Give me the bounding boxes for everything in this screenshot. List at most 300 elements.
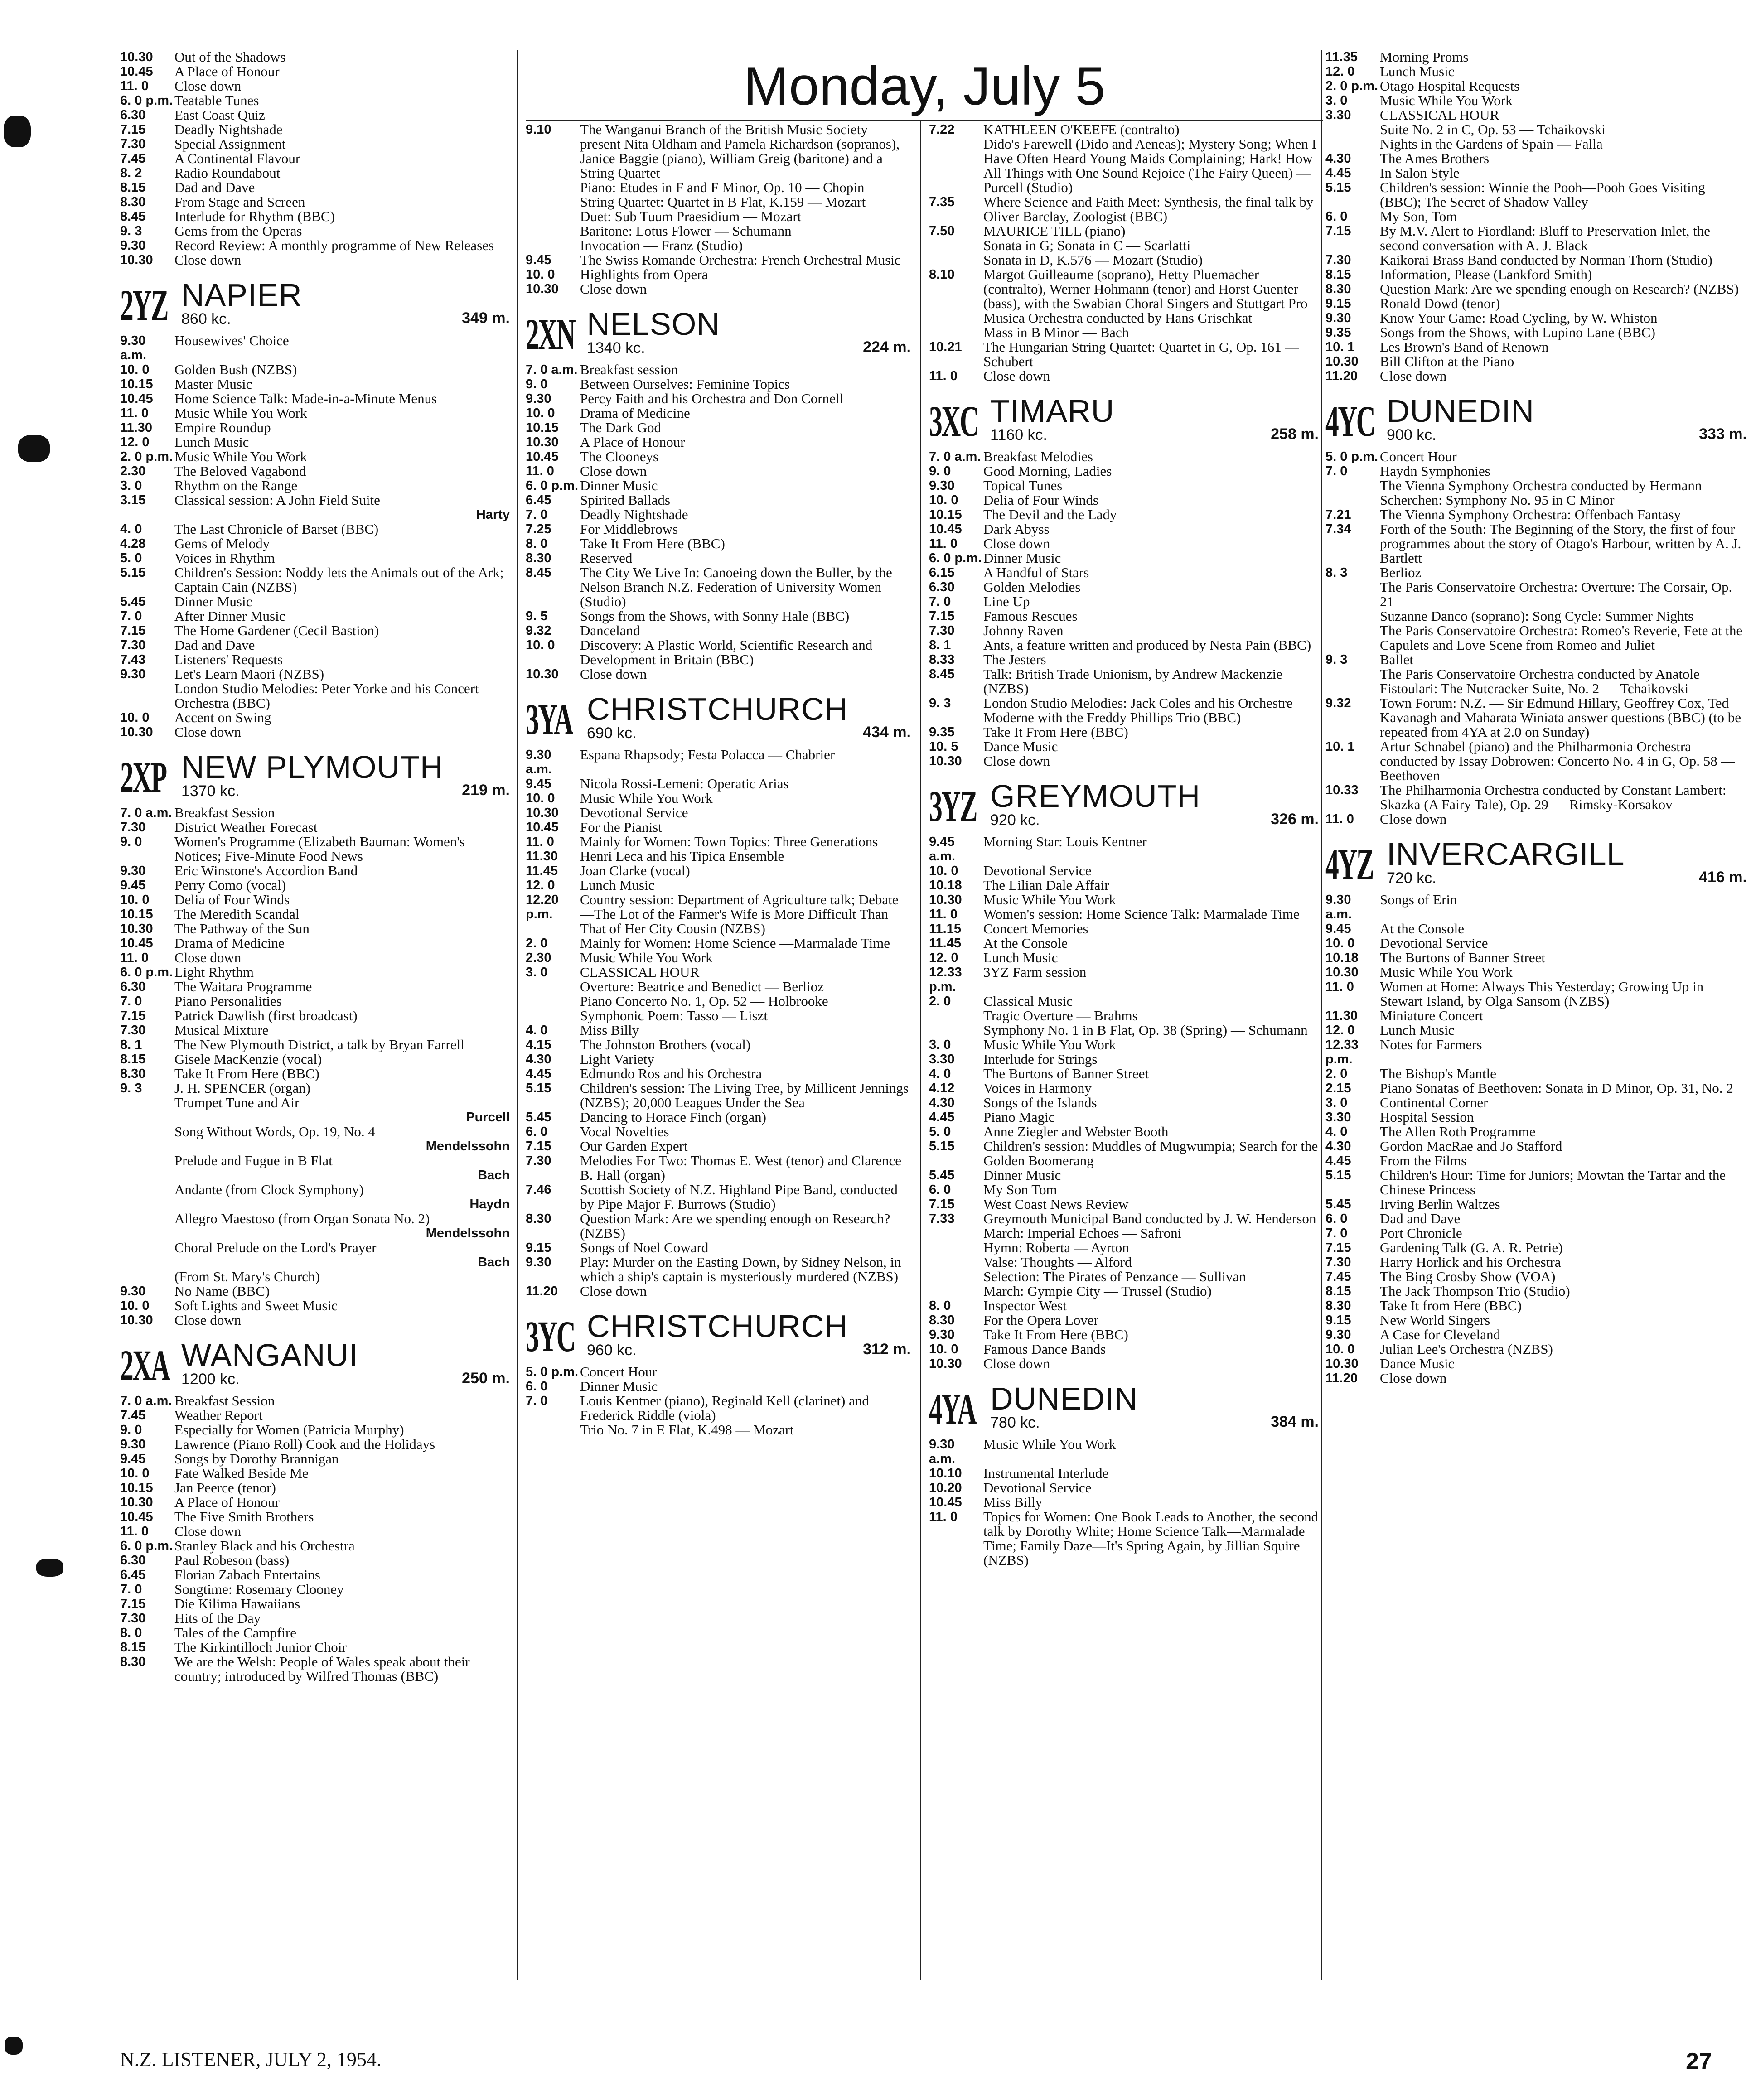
entry-time: 7.15 <box>1325 1241 1351 1255</box>
entry-title: Women's Programme (Elizabeth Bauman: Women's Notices; Five-Minute Food News <box>174 834 465 864</box>
programme-entry <box>1325 652 1747 667</box>
entry-time: 11. 0 <box>120 1524 149 1539</box>
entry-title: Songs from the Shows, with Lupino Lane (BBC) <box>1380 324 1655 340</box>
programme-entry <box>526 238 911 253</box>
entry-title: Home Science Talk: Made-in-a-Minute Menus <box>174 391 437 406</box>
programme-entry <box>1325 1357 1747 1371</box>
entry-time: 5. 0 <box>929 1125 951 1139</box>
entry-time: 6. 0 <box>1325 1212 1348 1226</box>
entry-time: 7.30 <box>120 638 146 652</box>
title-rule <box>526 120 1323 121</box>
entry-time: 5.15 <box>1325 1168 1351 1183</box>
entry-title: The Burtons of Banner Street <box>983 1066 1149 1081</box>
entry-title: Out of the Shadows <box>174 50 286 65</box>
programme-entry <box>526 522 911 536</box>
programme-entry <box>1325 137 1747 151</box>
programme-entry <box>929 739 1319 754</box>
entry-time: 9.45 <box>526 777 551 791</box>
station-name: DUNEDIN <box>990 1381 1138 1416</box>
entry-time: 11.30 <box>1325 1009 1358 1023</box>
programme-entry <box>929 580 1319 594</box>
entry-time: 9. 3 <box>1325 652 1348 667</box>
programme-entry <box>1325 311 1747 325</box>
entry-title: Selection: The Pirates of Penzance — Sullivan <box>983 1269 1246 1284</box>
programme-entry <box>929 325 1319 340</box>
column-rule <box>920 120 921 1980</box>
entry-time: 10.30 <box>1325 965 1359 980</box>
entry-title: Interlude for Strings <box>983 1051 1098 1067</box>
entry-time: 7.30 <box>120 1023 146 1038</box>
entry-title: The Ames Brothers <box>1380 150 1490 166</box>
programme-entry <box>120 551 510 565</box>
station-callsign: 2XP <box>120 753 166 801</box>
programme-entry <box>1325 1038 1747 1067</box>
entry-title: Devotional Service <box>983 1480 1092 1496</box>
entry-time: 9.30 a.m. <box>1325 893 1352 922</box>
programme-entry <box>526 406 911 420</box>
programme-entry <box>1325 1342 1747 1357</box>
entry-title: Voices in Harmony <box>983 1080 1092 1096</box>
programme-entry <box>929 464 1319 478</box>
station-callsign: 4YA <box>929 1385 976 1433</box>
entry-time: 2.15 <box>1325 1081 1351 1096</box>
station-wavelength: 349 m. <box>462 309 510 327</box>
entry-title: Housewives' Choice <box>174 333 289 348</box>
entry-title: Information, Please (Lankford Smith) <box>1380 266 1592 282</box>
entry-title: CLASSICAL HOUR <box>1380 107 1499 123</box>
station-name: CHRISTCHURCH <box>587 691 848 727</box>
station-header <box>526 1308 911 1361</box>
programme-entry <box>120 238 510 253</box>
programme-entry <box>1325 267 1747 282</box>
entry-time: 7.15 <box>120 1597 146 1611</box>
entry-time: 7.30 <box>929 623 955 638</box>
entry-title: At the Console <box>1380 921 1464 937</box>
entry-time: 10.18 <box>1325 951 1359 965</box>
entry-title: The Lilian Dale Affair <box>983 877 1109 893</box>
programme-entry <box>120 64 510 79</box>
programme-entry <box>526 507 911 522</box>
station-wavelength: 312 m. <box>863 1341 911 1358</box>
programme-entry <box>929 1081 1319 1096</box>
entry-time: 9.45 <box>1325 922 1351 936</box>
entry-time: 10.30 <box>526 667 559 681</box>
programme-entry <box>526 878 911 893</box>
entry-time <box>526 224 580 238</box>
entry-time: 7.45 <box>120 1408 146 1423</box>
station-name-block <box>587 693 863 741</box>
programme-entry <box>120 522 510 536</box>
entry-time: 9.30 <box>120 864 146 878</box>
entry-time: 6.45 <box>526 493 551 507</box>
entry-title: The Paris Conservatoire Orchestra conducted by Anatole Fistoulari: The Nutcracker Suite, No. 2 — Tchaikovski <box>1380 666 1700 696</box>
entry-title: No Name (BBC) <box>174 1283 270 1299</box>
entry-time <box>929 1009 983 1023</box>
ink-blot <box>18 435 50 462</box>
programme-entry <box>1325 696 1747 739</box>
entry-title: Classical Music <box>983 993 1073 1009</box>
entry-title: East Coast Quiz <box>174 107 265 123</box>
programme-entry <box>526 1009 911 1023</box>
entry-time: 10. 0 <box>929 1342 958 1357</box>
station-name-block <box>587 308 863 356</box>
entry-time: 8.33 <box>929 652 955 667</box>
entry-time: 7. 0 a.m. <box>929 449 981 464</box>
programme-entry <box>120 1582 510 1597</box>
programme-entry <box>526 791 911 806</box>
programme-entry <box>929 1052 1319 1067</box>
programme-entry <box>120 681 510 710</box>
entry-title: Dinner Music <box>580 1378 658 1394</box>
entry-title: The Bing Crosby Show (VOA) <box>1380 1269 1556 1284</box>
programme-entry <box>526 420 911 435</box>
entry-time: 10.15 <box>929 507 962 522</box>
programme-entry <box>120 936 510 951</box>
station-frequency: 1160 kc. <box>990 426 1048 444</box>
programme-entry <box>120 180 510 195</box>
entry-time: 7. 0 a.m. <box>120 1394 172 1408</box>
entry-time: 6. 0 <box>526 1125 548 1139</box>
programme-entry <box>1325 893 1747 922</box>
programme-entry <box>526 609 911 623</box>
programme-entry <box>929 253 1319 267</box>
programme-entry <box>929 122 1319 137</box>
entry-time: 10.18 <box>929 878 962 893</box>
programme-entry <box>120 652 510 667</box>
entry-time: 11.20 <box>1325 369 1358 383</box>
entry-title: Songs by Dorothy Brannigan <box>174 1451 339 1467</box>
entry-title: Children's session: Muddles of Mugwumpia; Search for the Golden Boomerang <box>983 1138 1318 1168</box>
entry-time: 11.45 <box>526 864 558 878</box>
entry-title: Music While You Work <box>174 405 307 421</box>
programme-entry <box>929 667 1319 696</box>
programme-entry <box>120 1524 510 1539</box>
entry-time: 9.15 <box>1325 1313 1351 1328</box>
programme-entry <box>120 806 510 820</box>
programme-entry <box>1325 623 1747 652</box>
entry-time: 11.45 <box>929 936 961 951</box>
entry-title: KATHLEEN O'KEEFE (contralto) <box>983 122 1180 137</box>
programme-entry <box>526 282 911 296</box>
entry-title: The Five Smith Brothers <box>174 1509 314 1525</box>
programme-entry <box>120 994 510 1009</box>
programme-entry <box>526 936 911 951</box>
entry-time: 5. 0 p.m. <box>526 1365 579 1379</box>
programme-entry <box>120 907 510 922</box>
programme-entry <box>1325 1226 1747 1241</box>
entry-title: The Kirkintilloch Junior Choir <box>174 1639 347 1655</box>
entry-time: 7.33 <box>929 1212 955 1226</box>
entry-time: 2. 0 <box>526 936 548 951</box>
station-frequency: 900 kc. <box>1387 426 1437 444</box>
entry-title: Piano Sonatas of Beethoven: Sonata in D Minor, Op. 31, No. 2 <box>1380 1080 1733 1096</box>
entry-time: 10.30 <box>526 282 559 296</box>
programme-entry <box>120 710 510 725</box>
entry-time <box>929 238 983 253</box>
station-callsign: 2XN <box>526 310 575 358</box>
entry-title: Dinner Music <box>174 594 252 609</box>
entry-title: Gisele MacKenzie (vocal) <box>174 1051 322 1067</box>
programme-entry <box>526 391 911 406</box>
entry-title: Otago Hospital Requests <box>1380 78 1520 94</box>
entry-title: Irving Berlin Waltzes <box>1380 1196 1500 1212</box>
entry-title: The Jack Thompson Trio (Studio) <box>1380 1283 1570 1299</box>
entry-time: 3.30 <box>929 1052 955 1067</box>
station-header <box>929 1383 1319 1431</box>
programme-entry <box>929 1125 1319 1139</box>
entry-title: The Burtons of Banner Street <box>1380 950 1546 966</box>
entry-title: Piano Personalities <box>174 993 282 1009</box>
programme-entry <box>929 522 1319 536</box>
entry-time: 6. 0 p.m. <box>120 1539 173 1553</box>
entry-title: Famous Dance Bands <box>983 1341 1106 1357</box>
entry-time: 2. 0 p.m. <box>120 449 173 464</box>
entry-title: Topical Tunes <box>983 478 1063 493</box>
programme-entry <box>526 1038 911 1052</box>
entry-title: Lunch Music <box>983 950 1058 966</box>
entry-title: Record Review: A monthly programme of New Releases <box>174 237 494 253</box>
entry-time: 11. 0 <box>929 1510 958 1524</box>
work-title: Trumpet Tune and Air <box>174 1095 300 1110</box>
entry-time: 9.30 <box>526 1255 551 1270</box>
entry-time: 10.30 <box>120 50 153 64</box>
entry-time: 8. 3 <box>1325 565 1348 580</box>
entry-time <box>929 1255 983 1270</box>
station-frequency: 1370 kc. <box>181 782 240 800</box>
programme-entry <box>526 777 911 791</box>
programme-entry <box>526 1212 911 1241</box>
entry-time: 4.45 <box>929 1110 955 1125</box>
entry-time: 10.30 <box>929 1357 962 1371</box>
entry-time: 2. 0 p.m. <box>1325 79 1379 93</box>
entry-title: Gems from the Operas <box>174 223 302 239</box>
entry-time: 7. 0 <box>1325 464 1348 478</box>
entry-time: 8.30 <box>120 1655 146 1669</box>
station-name-block <box>990 1383 1271 1431</box>
programme-entry <box>120 1299 510 1313</box>
entry-title: Margot Guilleaume (soprano), Hetty Pluemacher (contralto), Werner Hohmann (tenor) and Horst Guenter (bass), with the Swabian Choral Singers and Stuttgart Pro Musica Orchestra conducted by Hans Grischkat <box>983 266 1308 326</box>
programme-entry <box>1325 64 1747 79</box>
entry-time <box>526 195 580 209</box>
programme-entry <box>120 1466 510 1481</box>
programme-entry <box>929 994 1319 1009</box>
entry-time: 12.33 p.m. <box>929 965 962 994</box>
programme-entry <box>929 936 1319 951</box>
entry-title: 3YZ Farm session <box>983 964 1087 980</box>
entry-title: The Allen Roth Programme <box>1380 1124 1536 1139</box>
entry-time: 7. 0 <box>120 1582 142 1597</box>
entry-title: The Home Gardener (Cecil Bastion) <box>174 623 379 638</box>
entry-time: 11.35 <box>1325 50 1358 64</box>
entry-time: 8. 0 <box>526 536 548 551</box>
programme-entry <box>120 609 510 623</box>
entry-title: Close down <box>580 463 647 479</box>
programme-entry <box>120 406 510 420</box>
programme-entry <box>1325 783 1747 812</box>
entry-title: Music While You Work <box>580 790 713 806</box>
entry-title: Lunch Music <box>1380 1022 1455 1038</box>
programme-entry <box>929 493 1319 507</box>
programme-entry <box>526 1241 911 1255</box>
programme-entry <box>929 1023 1319 1038</box>
entry-time: 5.15 <box>526 1081 551 1096</box>
entry-title: The Meredith Scandal <box>174 906 300 922</box>
entry-time <box>929 253 983 267</box>
entry-title: Take It From Here (BBC) <box>580 536 725 551</box>
programme-entry <box>526 435 911 449</box>
entry-title: London Studio Melodies: Peter Yorke and his Concert Orchestra (BBC) <box>174 681 479 711</box>
entry-time: 2. 0 <box>1325 1067 1348 1081</box>
programme-entry <box>929 1481 1319 1495</box>
programme-entry <box>929 1437 1319 1466</box>
entry-title: Trio No. 7 in E Flat, K.498 — Mozart <box>580 1422 794 1438</box>
programme-entry <box>929 1357 1319 1371</box>
entry-title: Duet: Sub Tuum Praesidium — Mozart <box>580 208 802 224</box>
entry-title: Close down <box>983 368 1050 384</box>
programme-entry <box>929 893 1319 907</box>
entry-time: 10.30 <box>120 253 153 267</box>
entry-time: 10. 1 <box>1325 340 1355 354</box>
composer-name: Bach <box>478 1168 510 1183</box>
entry-title: Close down <box>580 666 647 682</box>
entry-title: Dinner Music <box>580 478 658 493</box>
station-name: CHRISTCHURCH <box>587 1308 848 1344</box>
entry-time <box>929 1023 983 1038</box>
programme-entry <box>120 1023 510 1038</box>
entry-time: 10. 0 <box>929 493 958 507</box>
entry-time: 10.30 <box>929 893 962 907</box>
programme-entry <box>526 362 911 377</box>
station-callsign: 3YZ <box>929 782 977 830</box>
entry-title: Songtime: Rosemary Clooney <box>174 1581 344 1597</box>
entry-title: A Place of Honour <box>580 434 685 450</box>
entry-time: 12.33 p.m. <box>1325 1038 1359 1067</box>
entry-time: 4.30 <box>1325 151 1351 166</box>
entry-time: 9.30 <box>929 1328 955 1342</box>
entry-time: 10.45 <box>120 64 153 79</box>
programme-entry <box>526 864 911 878</box>
entry-title: Drama of Medicine <box>174 935 285 951</box>
entry-time: 9. 0 <box>526 377 548 391</box>
entry-title: A Continental Flavour <box>174 150 300 166</box>
programme-entry <box>929 1270 1319 1284</box>
entry-title: Suite No. 2 in C, Op. 53 — Tchaikovski <box>1380 121 1606 137</box>
programme-entry <box>120 623 510 638</box>
programme-entry <box>526 849 911 864</box>
entry-title: Ronald Dowd (tenor) <box>1380 295 1500 311</box>
programme-entry <box>929 696 1319 725</box>
entry-time: 7.34 <box>1325 522 1351 536</box>
entry-title: Voices in Rhythm <box>174 550 275 566</box>
entry-time <box>526 994 580 1009</box>
programme-entry <box>120 50 510 64</box>
entry-title: Devotional Service <box>580 805 688 821</box>
entry-title: Light Rhythm <box>174 964 254 980</box>
entry-time: 9.30 <box>120 667 146 681</box>
programme-entry <box>526 1125 911 1139</box>
programme-entry <box>120 1655 510 1684</box>
column-2 <box>526 122 911 1944</box>
entry-title: Deadly Nightshade <box>580 507 688 522</box>
entry-title: The Paris Conservatoire Orchestra: Romeo's Reverie, Fete at the Capulets and Love Scene from Romeo and Juliet <box>1380 623 1743 653</box>
programme-entry <box>1325 965 1747 980</box>
entry-time: 7.25 <box>526 522 551 536</box>
station-callsign: 2YZ <box>120 281 168 329</box>
programme-entry <box>526 253 911 267</box>
entry-title: Close down <box>983 536 1050 551</box>
programme-entry <box>120 151 510 166</box>
entry-time: 5.15 <box>1325 180 1351 195</box>
entry-time: 9.30 a.m. <box>526 748 552 777</box>
programme-entry <box>526 464 911 478</box>
entry-title: Deadly Nightshade <box>174 121 283 137</box>
entry-time: 5.15 <box>120 565 146 580</box>
entry-title: Hits of the Day <box>174 1610 261 1626</box>
programme-entry <box>526 1154 911 1183</box>
programme-entry <box>1325 122 1747 137</box>
entry-time: 8.30 <box>929 1313 955 1328</box>
entry-time: 4. 0 <box>929 1067 951 1081</box>
programme-entry <box>1325 951 1747 965</box>
entry-time: 9.30 <box>1325 311 1351 325</box>
programme-entry <box>526 667 911 681</box>
entry-time: 6.30 <box>929 580 955 594</box>
entry-title: Fate Walked Beside Me <box>174 1465 309 1481</box>
entry-title: Golden Bush (NZBS) <box>174 362 297 377</box>
programme-entry <box>929 565 1319 580</box>
entry-title: London Studio Melodies: Jack Coles and his Orchestre Moderne with the Freddy Phillips Trio (BBC) <box>983 695 1293 725</box>
entry-title: Haydn Symphonies <box>1380 463 1490 479</box>
programme-entry <box>1325 1371 1747 1386</box>
entry-title: Music While You Work <box>580 950 713 966</box>
entry-time: 12. 0 <box>526 878 555 893</box>
entry-time: 10. 0 <box>526 791 555 806</box>
entry-time: 5. 0 p.m. <box>1325 449 1379 464</box>
programme-entry <box>929 238 1319 253</box>
entry-title: Question Mark: Are we spending enough on Research? (NZBS) <box>580 1211 890 1241</box>
entry-time: 7.15 <box>120 623 146 638</box>
entry-title: Scottish Society of N.Z. Highland Pipe Band, conducted by Pipe Major F. Burrows (Studio) <box>580 1182 898 1212</box>
entry-time: 9. 0 <box>120 1423 142 1437</box>
entry-time: 10.30 <box>929 754 962 768</box>
entry-title: Instrumental Interlude <box>983 1465 1109 1481</box>
entry-time: 6.30 <box>120 1553 146 1568</box>
entry-time <box>1325 609 1380 623</box>
programme-entry <box>120 893 510 907</box>
programme-entry <box>1325 580 1747 609</box>
entry-title: At the Console <box>983 935 1068 951</box>
entry-title: Topics for Women: One Book Leads to Another, the second talk by Dorothy White; Home Science Talk—Marmalade Time; Family Daze—It's Spring Again, by Jillian Squire (NZBS) <box>983 1509 1319 1568</box>
station-frequency: 1340 kc. <box>587 339 645 357</box>
entry-title: Radio Roundabout <box>174 165 281 181</box>
entry-title: Dinner Music <box>983 1167 1061 1183</box>
entry-time: 9.45 a.m. <box>929 835 956 864</box>
entry-title: Classical session: A John Field Suite <box>174 492 380 508</box>
programme-entry <box>120 1437 510 1452</box>
entry-title: Let's Learn Maori (NZBS) <box>174 666 324 682</box>
entry-title: Espana Rhapsody; Festa Polacca — Chabrier <box>580 747 835 763</box>
entry-time: 12.20 p.m. <box>526 893 559 922</box>
programme-entry <box>526 267 911 282</box>
programme-entry <box>526 748 911 777</box>
entry-title: Port Chronicle <box>1380 1225 1462 1241</box>
entry-time: 4. 0 <box>526 1023 548 1038</box>
programme-entry <box>1325 1110 1747 1125</box>
entry-title: Concert Memories <box>983 921 1088 937</box>
entry-time: 9.30 <box>1325 1328 1351 1342</box>
entry-title: Children's Hour: Time for Juniors; Mowtan the Tartar and the Chinese Princess <box>1380 1167 1726 1197</box>
entry-time <box>526 180 580 195</box>
